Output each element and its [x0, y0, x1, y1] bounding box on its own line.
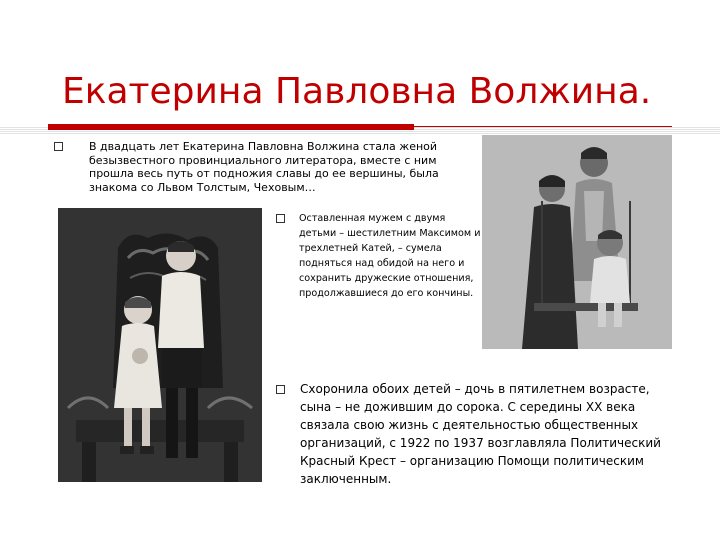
children-photo-illustration — [58, 208, 262, 482]
family-photo-illustration — [482, 131, 672, 349]
square-bullet-icon — [54, 142, 63, 151]
title-underline — [414, 126, 672, 127]
title-accent-bar — [48, 124, 414, 130]
family-photo — [482, 131, 672, 349]
square-bullet-icon — [276, 385, 285, 394]
children-photo — [58, 208, 262, 482]
bullet-left-by-husband — [276, 211, 482, 301]
bullet-text: В двадцать лет Екатерина Павловна Волжина стала женой безызвестного провинциального литератора, вместе с ним прошла весь путь от подножия славы до ее вершины, была знакома со Львом Толстым, Чеховым… — [89, 140, 439, 194]
bullet-text: Схоронила обоих детей – дочь в пятилетнем возрасте, сына – не дожившим до сорока. С середины XX века связала свою жизнь с деятельностью общественных организаций, с 1922 по 1937 возглавляла Политический Красный Крест – организацию Помощи политическим заключенным. — [300, 382, 661, 486]
bullet-text: Оставленная мужем с двумя детьми – шестилетним Максимом и трехлетней Катей, – сумела подняться над обидой на него и сохранить дружеские отношения, продолжавшиеся до его кончины. — [299, 213, 481, 299]
slide-title: Екатерина Павловна Волжина. — [62, 71, 652, 112]
square-bullet-icon — [276, 214, 285, 223]
bullet-later-life — [276, 380, 676, 488]
bullet-marriage — [54, 140, 474, 194]
